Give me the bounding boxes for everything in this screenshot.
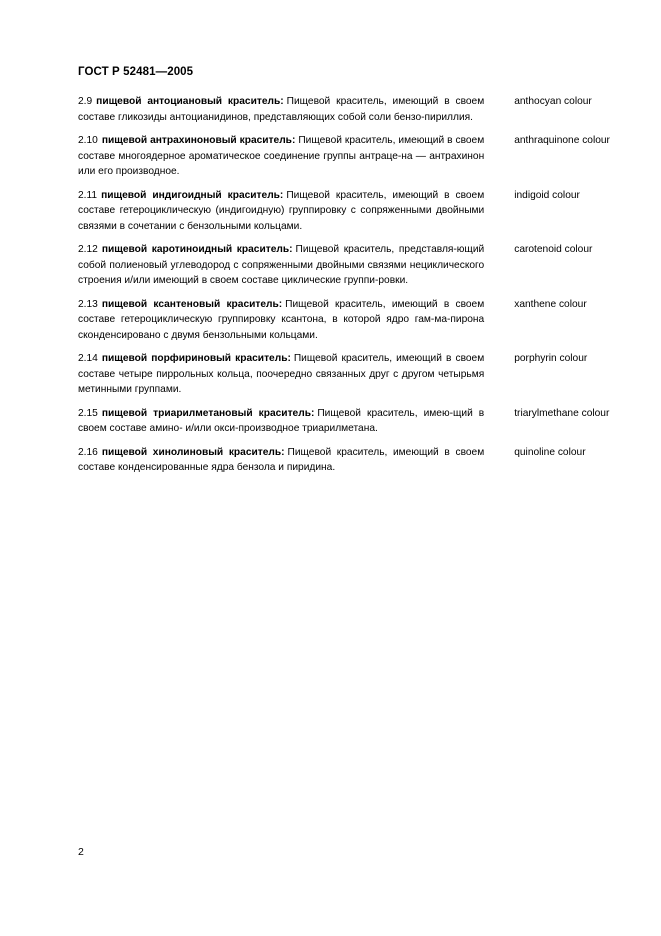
term-english: porphyrin colour	[514, 353, 588, 364]
term-definition: Пищевой краситель, имеющий в своем составе четыре пиррольных кольца, поочередно связанных друг с другом четырьмя метинными группами.	[78, 353, 485, 395]
term-definition-ru	[78, 133, 484, 180]
term-number: 2.13	[78, 298, 98, 310]
term-number: 2.11	[78, 189, 98, 201]
document-header: ГОСТ Р 52481—2005	[78, 66, 194, 78]
term-definition: Пищевой краситель, имеющий в своем составе конденсированные ядра бензола и пиридина.	[78, 446, 485, 473]
term-entry-2-15	[78, 406, 618, 437]
term-name: пищевой порфириновый краситель:	[101, 353, 291, 364]
term-definition-ru	[78, 406, 484, 437]
term-number: 2.15	[78, 407, 98, 419]
term-definition: Пищевой краситель, имеющий в своем составе многоядерное ароматическое соединение группы антраце-на — антрахинон или его производное.	[78, 135, 485, 177]
term-definition-ru	[78, 297, 484, 344]
term-english: anthocyan colour	[514, 96, 592, 107]
term-definition: Пищевой краситель, имеющий в своем составе гликозиды антоцианидинов, представляющих собой соли бензо-пириллия.	[78, 96, 485, 123]
term-definition-ru	[78, 242, 484, 289]
term-name: пищевой антрахиноновый краситель:	[101, 135, 296, 146]
term-entry-2-13	[78, 297, 618, 344]
term-definition: Пищевой краситель, представля-ющий собой полиеновый углеводород с сопряженными двойными связями нециклического строения и/или имеющий в своем составе циклические группи-ровки.	[78, 244, 485, 286]
term-english: anthraquinone colour	[514, 135, 610, 146]
term-definition: Пищевой краситель, имею-щий в своем составе амино- и/или окси-производное триарилметана.	[78, 407, 485, 434]
term-english: quinoline colour	[514, 446, 586, 458]
term-number: 2.16	[78, 446, 98, 458]
term-name: пищевой индигоидный краситель:	[101, 189, 284, 201]
term-definition-ru	[78, 351, 484, 398]
term-definition-ru	[78, 94, 484, 125]
term-definition: Пищевой краситель, имеющий в своем составе гетероциклическую группировку ксантона, в которой ядро гам-ма-пирона сконденсировано с двумя бензольными кольцами.	[78, 298, 485, 341]
term-entry-2-12	[78, 242, 618, 289]
term-entry-2-9	[78, 94, 618, 125]
term-number: 2.10	[78, 135, 98, 146]
term-number: 2.9	[78, 96, 93, 107]
term-number: 2.14	[78, 353, 98, 364]
term-entry-2-16	[78, 445, 618, 476]
term-name: пищевой антоциановый краситель:	[96, 96, 284, 107]
page-number: 2	[78, 846, 84, 858]
term-entry-2-10	[78, 133, 618, 180]
term-definition: Пищевой краситель, имеющий в своем составе гетероциклическую (индигоидную) группировку с сопряженными двойными связями в сочетании с бензольными кольцами.	[78, 189, 485, 232]
term-number: 2.12	[78, 244, 98, 255]
term-name: пищевой триарилметановый краситель:	[101, 407, 315, 419]
term-name: пищевой хинолиновый краситель:	[101, 446, 285, 458]
term-entry-2-11	[78, 188, 618, 235]
term-name: пищевой каротиноидный краситель:	[101, 244, 293, 255]
term-english: triarylmethane colour	[514, 407, 610, 419]
term-english: carotenoid colour	[514, 244, 593, 255]
term-english: indigoid colour	[514, 189, 580, 201]
term-entry-2-14	[78, 351, 618, 398]
term-definition-ru	[78, 445, 484, 476]
term-english: xanthene colour	[514, 298, 587, 310]
terms-list	[78, 94, 618, 484]
term-name: пищевой ксантеновый краситель:	[101, 298, 283, 310]
term-definition-ru	[78, 188, 484, 235]
